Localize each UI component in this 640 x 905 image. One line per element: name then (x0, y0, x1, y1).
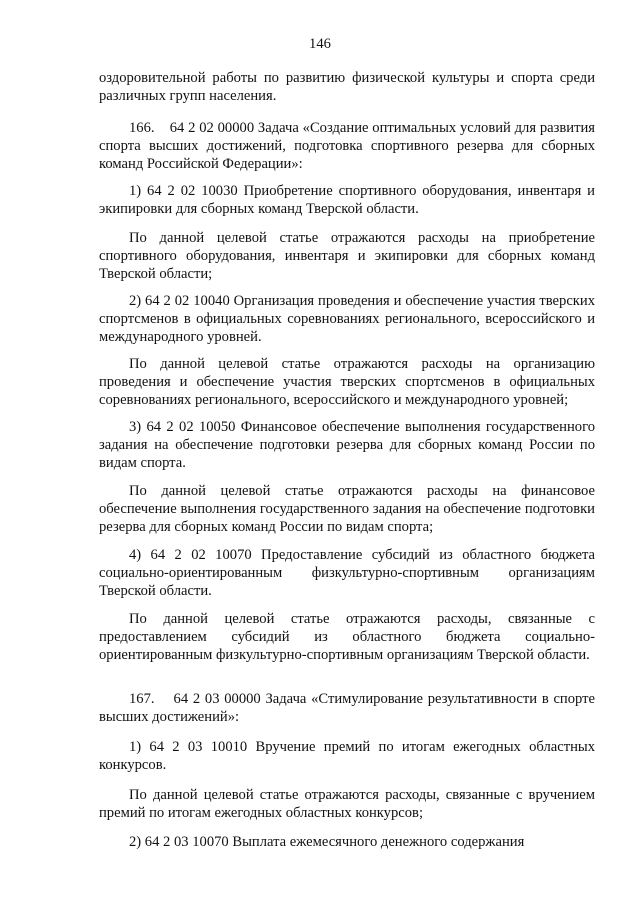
paragraph: 1) 64 2 03 10010 Вручение премий по итогам ежегодных областных конкурсов. (99, 739, 595, 773)
paragraph: 1) 64 2 02 10030 Приобретение спортивного оборудования, инвентаря и экипировки для сборных команд Тверской области. (99, 183, 595, 217)
paragraph: 2) 64 2 02 10040 Организация проведения и обеспечение участия тверских спортсменов в официальных соревнованиях регионального, всероссийского и международного уровней. (99, 293, 595, 345)
paragraph: 2) 64 2 03 10070 Выплата ежемесячного денежного содержания (129, 834, 525, 850)
page-number: 146 (309, 36, 331, 52)
paragraph: оздоровительной работы по развитию физической культуры и спорта среди различных групп населения. (99, 70, 595, 104)
paragraph: 166. 64 2 02 00000 Задача «Создание оптимальных условий для развития спорта высших достижений, подготовка спортивного резерва для сборных команд Российской Федерации»: (99, 120, 595, 172)
paragraph: 167. 64 2 03 00000 Задача «Стимулирование результативности в спорте высших достижений»: (99, 691, 595, 725)
paragraph: По данной целевой статье отражаются расходы, связанные с вручением премий по итогам ежегодных областных конкурсов; (99, 787, 595, 821)
paragraph: 3) 64 2 02 10050 Финансовое обеспечение выполнения государственного задания на обеспечение подготовки резерва для сборных команд России по видам спорта. (99, 419, 595, 471)
paragraph: По данной целевой статье отражаются расходы на организацию проведения и обеспечение участия тверских спортсменов в официальных соревнованиях регионального, всероссийского и международного уровней; (99, 356, 595, 408)
paragraph: По данной целевой статье отражаются расходы, связанные с предоставлением субсидий из областного бюджета социально-ориентированным физкультурно-спортивным организациям Тверской области. (99, 611, 595, 663)
paragraph: 4) 64 2 02 10070 Предоставление субсидий из областного бюджета социально-ориентированным физкультурно-спортивным организациям Тверской области. (99, 547, 595, 599)
paragraph: По данной целевой статье отражаются расходы на финансовое обеспечение выполнения государственного задания на обеспечение подготовки резерва для сборных команд России по видам спорта; (99, 483, 595, 535)
paragraph: По данной целевой статье отражаются расходы на приобретение спортивного оборудования, инвентаря и экипировки для сборных команд Тверской области; (99, 230, 595, 282)
